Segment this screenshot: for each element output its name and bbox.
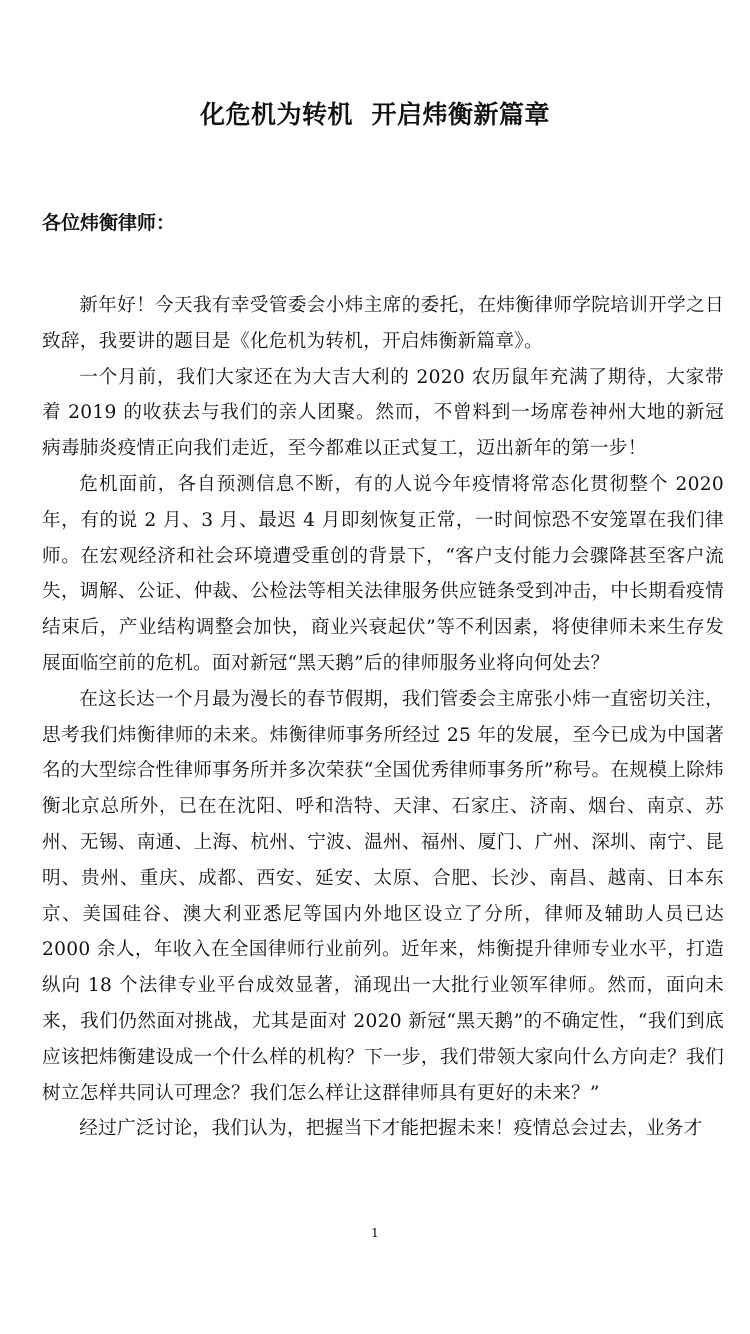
page-number: 1 <box>371 1226 379 1240</box>
paragraph: 在这长达一个月最为漫长的春节假期，我们管委会主席张小炜一直密切关注，思考我们炜衡律师的未来。炜衡律师事务所经过 25 年的发展，至今已成为中国著名的大型综合性律师事务所并多次荣获“全国优秀律师事务所”称号。在规模上除炜衡北京总所外，已在在沈阳、呼和浩特、天津、石家庄、济南、烟台、南京、苏州、无锡、南通、上海、杭州、宁波、温州、福州、厦门、广州、深圳、南宁、昆明、贵州、重庆、成都、西安、延安、太原、合肥、长沙、南昌、越南、日本东京、美国硅谷、澳大利亚悉尼等国内外地区设立了分所，律师及辅助人员已达 2000 余人，年收入在全国律师行业前列。近年来，炜衡提升律师专业水平，打造纵向 18 个法律专业平台成效显著，涌现出一大批行业领军律师。然而，面向未来，我们仍然面对挑战，尤其是面对 2020 新冠“黑天鹅”的不确定性，“我们到底应该把炜衡建设成一个什么样的机构？下一步，我们带领大家向什么方向走？我们树立怎样共同认可理念？我们怎么样让这群律师具有更好的未来？” <box>42 688 724 1104</box>
paragraph: 一个月前，我们大家还在为大吉大利的 2020 农历鼠年充满了期待，大家带着 2019 的收获去与我们的亲人团聚。然而，不曾料到一场席卷神州大地的新冠病毒肺炎疫情正向我们走近，至今都难以正式复工，迈出新年的第一步！ <box>42 366 724 460</box>
document-body <box>42 288 724 1147</box>
paragraph: 危机面前，各自预测信息不断，有的人说今年疫情将常态化贯彻整个 2020 年，有的说 2 月、3 月、最迟 4 月即刻恢复正常，一时间惊恐不安笼罩在我们律师。在宏观经济和社会环境遭受重创的背景下，“客户支付能力会骤降甚至客户流失，调解、公证、仲裁、公检法等相关法律服务供应链条受到冲击，中长期看疫情结束后，产业结构调整会加快，商业兴衰起伏”等不利因素，将使律师未来生存发展面临空前的危机。面对新冠“黑天鹅”后的律师服务业将向何处去？ <box>42 473 724 674</box>
document-title: 化危机为转机 开启炜衡新篇章 <box>200 100 550 129</box>
salutation: 各位炜衡律师： <box>42 212 176 234</box>
paragraph: 新年好！今天我有幸受管委会小炜主席的委托，在炜衡律师学院培训开学之日致辞，我要讲的题目是《化危机为转机，开启炜衡新篇章》。 <box>42 295 724 352</box>
paragraph: 经过广泛讨论，我们认为，把握当下才能把握未来！疫情总会过去，业务才 <box>79 1118 703 1140</box>
